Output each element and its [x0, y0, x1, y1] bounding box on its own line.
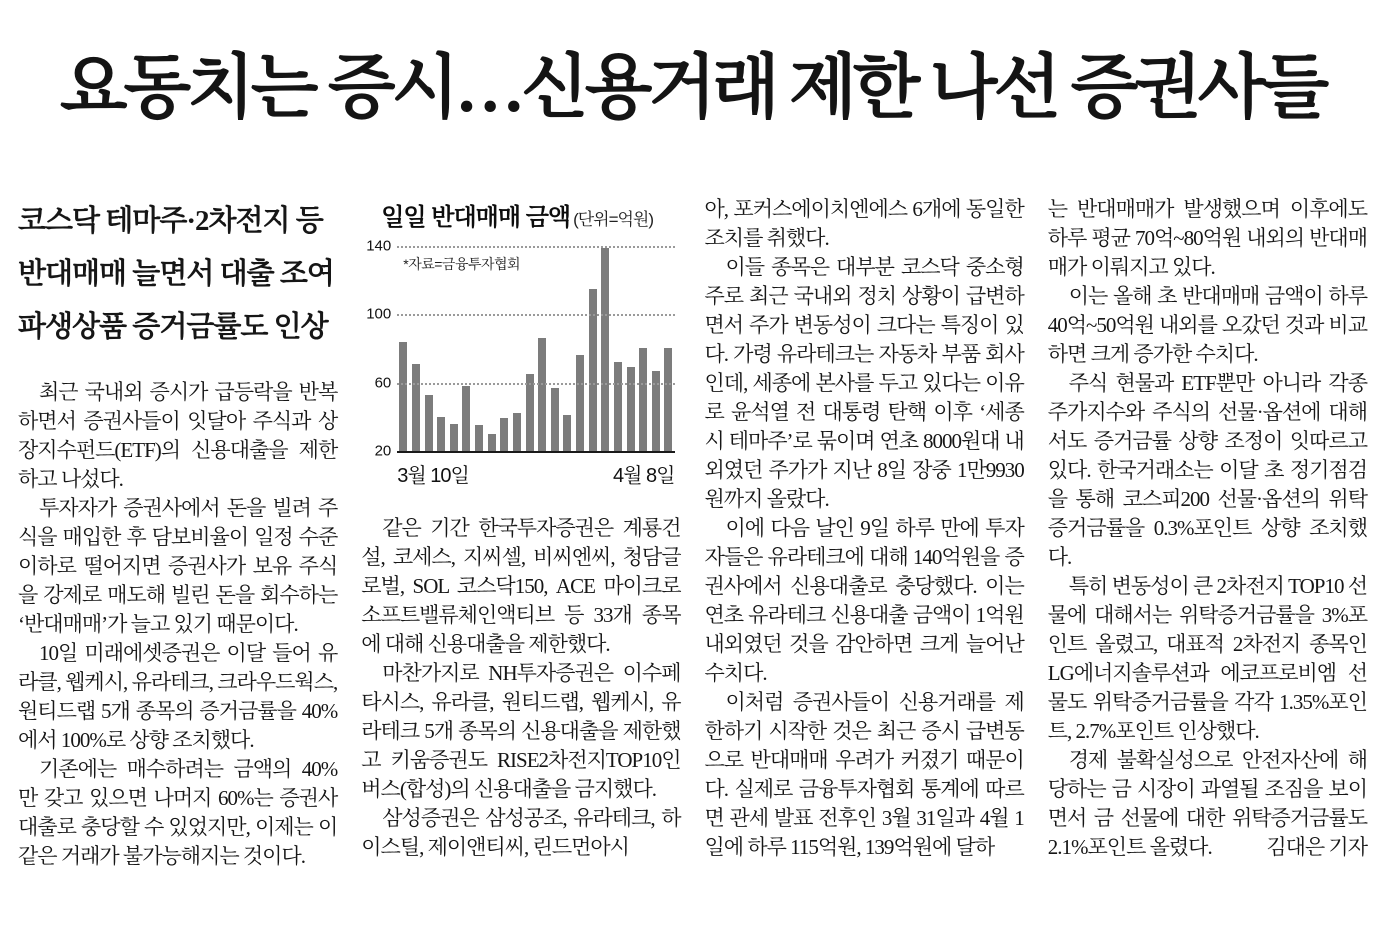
paragraph: 이들 종목은 대부분 코스닥 중소형주로 최근 국내외 정치 상황이 급변하면서 주가 변동성이 크다는 특징이 있다. 가령 유라테크는 자동차 부품 회사인데, 세종에 본사를 두고 있다는 이유로 윤석열 전 대통령 탄핵 이후 ‘세종시 테마주’로 묶이며 연초 8000원대 내외였던 주가가 지난 8일 장중 1만9930원까지 올랐다. — [704, 254, 1024, 511]
paragraph: 주식 현물과 ETF뿐만 아니라 각종 주가지수와 주식의 선물·옵션에 대해서도 증거금률 상향 조정이 잇따르고 있다. 한국거래소는 이달 초 정기점검을 통해 코스피200 선물·옵션의 위탁증거금률을 0.3%포인트 상향 조치했다. — [1047, 370, 1367, 569]
bar — [664, 348, 672, 451]
body-text-col4 — [1048, 195, 1367, 862]
sub-headline-line: 파생상품 증거금률도 인상 — [18, 310, 328, 343]
bar — [475, 425, 483, 451]
chart-bars — [399, 246, 672, 451]
paragraph: 투자자가 증권사에서 돈을 빌려 주식을 매입한 후 담보비율이 일정 수준 이하로 떨어지면 증권사가 보유 주식을 강제로 매도해 빌린 돈을 회수하는 ‘반대매매’가 늘고 있기 때문이다. — [18, 495, 338, 636]
bar — [450, 424, 458, 451]
paragraph: 기존에는 매수하려는 금액의 40%만 갖고 있으면 나머지 60%는 증권사 대출로 충당할 수 있었지만, 이제는 이 같은 거래가 불가능해지는 것이다. — [18, 756, 338, 868]
bar — [639, 348, 647, 451]
paragraph: 는 반대매매가 발생했으며 이후에도 하루 평균 70억~80억원 내외의 반대매매가 이뤄지고 있다. — [1047, 196, 1367, 279]
y-axis-tick: 140 — [366, 237, 392, 255]
article-columns — [0, 195, 1385, 871]
paragraph: 이에 다음 날인 9일 하루 만에 투자자들은 유라테크에 대해 140억원을 증권사에서 신용대출로 충당했다. 이는 연초 유라테크 신용대출 금액이 1억원 내외였던 것을 감안하면 크게 늘어난 수치다. — [704, 515, 1024, 685]
y-axis-tick: 60 — [374, 374, 392, 392]
x-axis-start-label: 3월 10일 — [397, 464, 469, 487]
paragraph: 이처럼 증권사들이 신용거래를 제한하기 시작한 것은 최근 증시 급변동으로 반대매매 우려가 커졌기 때문이다. 실제로 금융투자협회 통계에 따르면 관세 발표 전후인 3월 31일과 4월 1일에 하루 115억원, 139억원에 달하 — [704, 689, 1024, 859]
x-axis-end-label: 4월 8일 — [613, 464, 675, 487]
y-axis-tick: 100 — [366, 305, 392, 323]
bar — [425, 395, 433, 451]
bar — [551, 388, 559, 451]
column-3 — [705, 195, 1024, 871]
chart-x-axis — [397, 459, 674, 488]
chart-unit-label: (단위=억원) — [573, 209, 654, 229]
bar — [526, 374, 534, 451]
column-4 — [1048, 195, 1367, 871]
chart-source-note: *자료=금융투자협회 — [403, 255, 521, 272]
chart-title: 일일 반대매매 금액 — [381, 203, 571, 231]
bar — [462, 386, 470, 451]
paragraph: 경제 불확실성으로 안전자산에 해당하는 금 시장이 과열될 조짐을 보이면서 금 선물에 대한 위탁증거금률도 2.1%포인트 올렸다. 김대은 기자 — [1048, 746, 1367, 862]
gridline — [397, 314, 674, 316]
body-text-col2 — [361, 514, 680, 862]
paragraph: 아, 포커스에이치엔에스 6개에 동일한 조치를 취했다. — [704, 196, 1024, 250]
paragraph: 최근 국내외 증시가 급등락을 반복하면서 증권사들이 잇달아 주식과 상장지수펀드(ETF)의 신용대출을 제한하고 나섰다. — [18, 379, 338, 491]
body-text-col1 — [18, 378, 337, 871]
article-headline: 요동치는 증시…신용거래 제한 나선 증권사들 — [59, 50, 1326, 127]
newspaper-page — [0, 30, 1385, 939]
sub-headline-line: 반대매매 늘면서 대출 조여 — [18, 257, 334, 290]
gridline — [397, 246, 674, 248]
bar — [437, 417, 445, 451]
paragraph: 특히 변동성이 큰 2차전지 TOP10 선물에 대해서는 위탁증거금률을 3%포인트 올렸고, 대표적 2차전지 종목인 LG에너지솔루션과 에코프로비엠 선물도 위탁증거금률을 각각 1.35%포인트, 2.7%포인트 인상했다. — [1047, 573, 1367, 743]
bar — [563, 415, 571, 451]
column-2 — [361, 195, 680, 871]
paragraph: 10일 미래에셋증권은 이달 들어 유라클, 웹케시, 유라테크, 크라우드웍스, 원티드랩 5개 종목의 증거금률을 40%에서 100%로 상향 조치했다. — [18, 640, 338, 752]
paragraph: 삼성증권은 삼성공조, 유라테크, 하이스틸, 제이앤티씨, 린드먼아시 — [361, 805, 681, 859]
bar — [412, 364, 420, 451]
body-text-col3 — [705, 195, 1024, 862]
reporter-byline: 김대은 기자 — [1266, 834, 1367, 859]
chart-header — [381, 197, 680, 232]
paragraph: 이는 올해 초 반대매매 금액이 하루 40억~50억원 내외를 오갔던 것과 비교하면 크게 증가한 수치다. — [1047, 283, 1367, 366]
paragraph: 같은 기간 한국투자증권은 계룡건설, 코세스, 지씨셀, 비씨엔씨, 청담글로벌, SOL 코스닥150, ACE 마이크로소프트밸류체인액티브 등 33개 종목에 대해 신용대출을 제한했다. — [361, 515, 681, 656]
bar — [513, 413, 521, 451]
chart-plot — [366, 237, 674, 460]
y-axis-tick: 20 — [374, 442, 392, 460]
gridline — [397, 383, 674, 385]
bar — [627, 367, 635, 451]
bar — [399, 342, 407, 451]
bar — [601, 248, 609, 451]
bar — [500, 418, 508, 450]
bar — [488, 434, 496, 451]
bar — [614, 362, 622, 451]
paragraph: 마찬가지로 NH투자증권은 이수페타시스, 유라클, 원티드랩, 웹케시, 유라테크 5개 종목의 신용대출을 제한했고 키움증권도 RISE2차전지TOP10인버스(합성)의 신용대출을 금지했다. — [361, 660, 681, 801]
bar — [589, 289, 597, 451]
bar — [576, 355, 584, 451]
daily-forced-selling-chart — [361, 197, 680, 488]
bar — [538, 338, 546, 451]
sub-headline — [18, 195, 337, 354]
column-1 — [18, 195, 337, 871]
sub-headline-line: 코스닥 테마주·2차전지 등 — [18, 204, 323, 237]
